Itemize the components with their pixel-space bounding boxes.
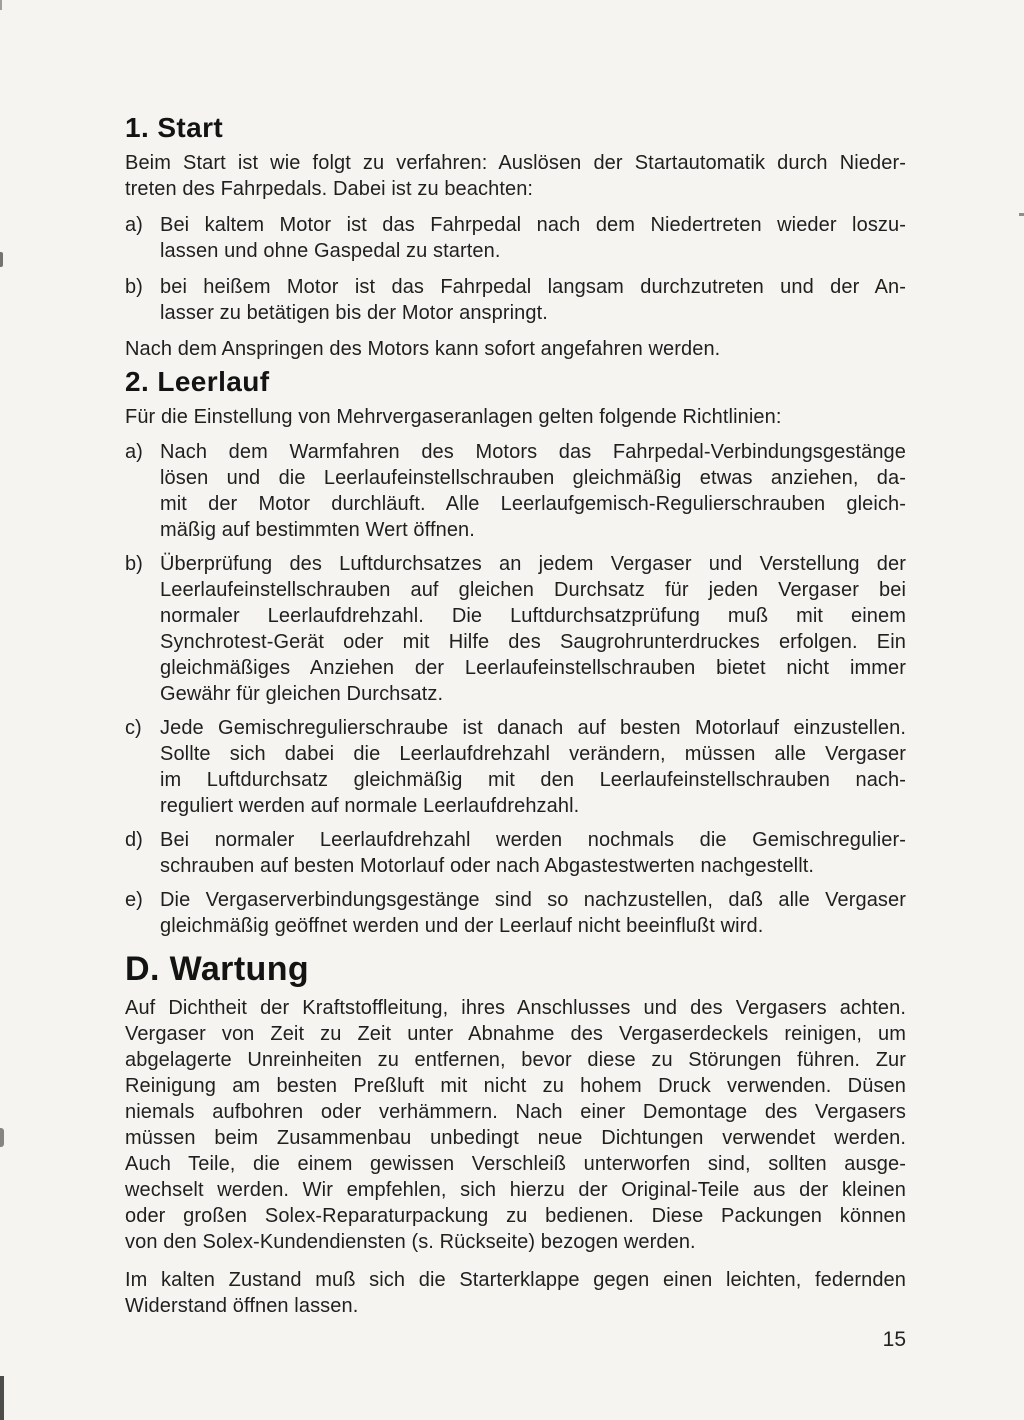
text-line: von den Solex-Kundendiensten (s. Rückseite) bezogen werden. [125, 1231, 696, 1253]
document-body [125, 112, 906, 1353]
text-line: mäßig auf bestimmten Wert öffnen. [160, 519, 475, 541]
scan-artifact-bottom-left [0, 1376, 4, 1420]
list-marker: b) [125, 276, 143, 298]
text-line: Gewähr für gleichen Durchsatz. [160, 683, 444, 705]
list-marker: a) [125, 441, 143, 463]
text-line: lasser zu betätigen bis der Motor anspringt. [160, 302, 548, 324]
list-item [125, 439, 906, 543]
text-line: lösen und die Leerlaufeinstellschrauben gleichmäßig etwas anziehen, da- [160, 467, 906, 489]
text-line: Widerstand öffnen lassen. [125, 1295, 359, 1317]
list-item [125, 887, 906, 939]
paragraph [125, 150, 906, 202]
text-line: bei heißem Motor ist das Fahrpedal langsam durchzutreten und der An- [160, 276, 906, 298]
text-line: Sollte sich dabei die Leerlaufdrehzahl verändern, müssen alle Vergaser [160, 743, 906, 765]
text-line: Die Vergaserverbindungsgestänge sind so nachzustellen, daß alle Vergaser [160, 889, 906, 911]
list-item [125, 212, 906, 264]
list-marker: e) [125, 889, 143, 911]
text-line: Auch Teile, die einem gewissen Verschleiß unterworfen sind, sollten ausge- [125, 1153, 906, 1175]
scan-artifact-top-left [0, 0, 2, 10]
text-line: Jede Gemischregulierschraube ist danach auf besten Motorlauf einzustellen. [160, 717, 906, 739]
text-line: gleichmäßiges Anziehen der Leerlaufeinstellschrauben bietet nicht immer [160, 657, 906, 679]
paragraph [125, 336, 906, 362]
list-marker: b) [125, 553, 143, 575]
text-line: Auf Dichtheit der Kraftstoffleitung, ihres Anschlusses und des Vergasers achten. [125, 997, 906, 1019]
list-item [125, 827, 906, 879]
paragraph [125, 995, 906, 1255]
text-line: Im kalten Zustand muß sich die Starterklappe gegen einen leichten, federnden [125, 1269, 906, 1291]
section-heading: D. Wartung [125, 950, 310, 988]
text-line: abgelagerte Unreinheiten zu entfernen, bevor diese zu Störungen führen. Zur [125, 1049, 906, 1071]
text-line: normaler Leerlaufdrehzahl. Die Luftdurchsatzprüfung muß mit einem [160, 605, 906, 627]
text-line: schrauben auf besten Motorlauf oder nach Abgastestwerten nachgestellt. [160, 855, 815, 877]
text-line: Synchrotest-Gerät oder mit Hilfe des Saugrohrunterdruckes erfolgen. Ein [160, 631, 906, 653]
text-line: mit der Motor durchläuft. Alle Leerlaufgemisch-Regulierschrauben gleich- [160, 493, 906, 515]
text-line: Nach dem Warmfahren des Motors das Fahrpedal-Verbindungsgestänge [160, 441, 906, 463]
list-marker: d) [125, 829, 143, 851]
text-line: Beim Start ist wie folgt zu verfahren: Auslösen der Startautomatik durch Nieder- [125, 152, 906, 174]
paragraph [125, 404, 906, 430]
list-item [125, 551, 906, 707]
text-line: Reinigung am besten Preßluft mit nicht zu hohem Druck verwenden. Düsen [125, 1075, 906, 1097]
text-line: Für die Einstellung von Mehrvergaseranlagen gelten folgende Richtlinien: [125, 406, 782, 428]
text-line: Bei normaler Leerlaufdrehzahl werden nochmals die Gemischregulier- [160, 829, 906, 851]
paragraph [125, 1267, 906, 1319]
text-line: Leerlaufeinstellschrauben auf gleichen Durchsatz für jeden Vergaser bei [160, 579, 906, 601]
text-line: Überprüfung des Luftdurchsatzes an jedem Vergaser und Verstellung der [160, 553, 906, 575]
text-line: wechselt werden. Wir empfehlen, sich hierzu der Original-Teile aus der kleinen [125, 1179, 906, 1201]
scan-artifact-left-smudge [0, 1128, 4, 1147]
page-number: 15 [882, 1328, 906, 1351]
text-line: oder großen Solex-Reparaturpackung zu bedienen. Diese Packungen können [125, 1205, 906, 1227]
text-line: Bei kaltem Motor ist das Fahrpedal nach dem Niedertreten wieder loszu- [160, 214, 906, 236]
text-line: treten des Fahrpedals. Dabei ist zu beachten: [125, 178, 534, 200]
scan-artifact-left-dash [0, 252, 3, 267]
list-item [125, 715, 906, 819]
text-line: Nach dem Anspringen des Motors kann sofort angefahren werden. [125, 338, 721, 360]
scan-artifact-right-dash [1019, 213, 1024, 216]
list-item [125, 274, 906, 326]
list-marker: a) [125, 214, 143, 236]
section-heading: 2. Leerlauf [125, 366, 270, 397]
text-line: gleichmäßig geöffnet werden und der Leerlauf nicht beeinflußt wird. [160, 915, 764, 937]
section-heading: 1. Start [125, 112, 224, 143]
text-line: im Luftdurchsatz gleichmäßig mit den Leerlaufeinstellschrauben nach- [160, 769, 906, 791]
text-line: Vergaser von Zeit zu Zeit unter Abnahme des Vergaserdeckels reinigen, um [125, 1023, 906, 1045]
text-line: müssen beim Zusammenbau unbedingt neue Dichtungen verwendet werden. [125, 1127, 906, 1149]
text-line: reguliert werden auf normale Leerlaufdrehzahl. [160, 795, 580, 817]
text-line: niemals aufbohren oder verhämmern. Nach einer Demontage des Vergasers [125, 1101, 906, 1123]
list-marker: c) [125, 717, 142, 739]
text-line: lassen und ohne Gaspedal zu starten. [160, 240, 501, 262]
